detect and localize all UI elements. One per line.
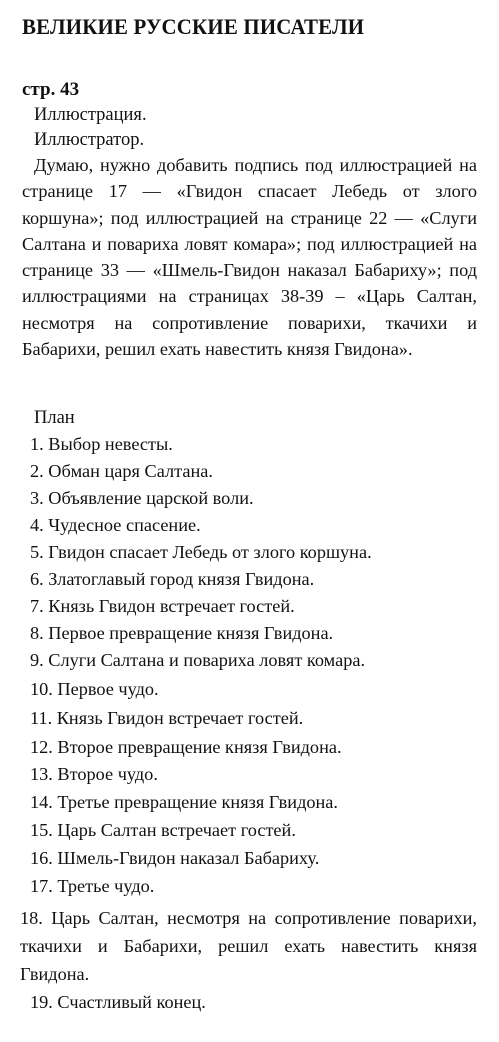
plan-item: 3. Объявление царской воли. xyxy=(30,488,254,508)
plan-item: 9. Слуги Салтана и повариха ловят комара. xyxy=(30,650,366,670)
plan-item: 1. Выбор невесты. xyxy=(30,434,173,454)
plan-item: 12. Второе превращение князя Гвидона. xyxy=(30,737,342,757)
plan-item: 2. Обман царя Салтана. xyxy=(30,461,213,481)
plan-item: 19. Счастливый конец. xyxy=(30,992,206,1012)
answer-line-illustrator: Иллюстратор. xyxy=(34,130,145,150)
plan-item: 15. Царь Салтан встречает гостей. xyxy=(30,820,296,840)
plan-item: 10. Первое чудо. xyxy=(30,679,159,699)
plan-item: 18. Царь Салтан, несмотря на сопротивление поварихи, ткачихи и Бабарихи, решил ехать навестить князя Гвидона. xyxy=(20,908,477,984)
plan-item: 13. Второе чудо. xyxy=(30,764,158,784)
page-heading: ВЕЛИКИЕ РУССКИЕ ПИСАТЕЛИ xyxy=(22,14,365,39)
plan-item: 5. Гвидон спасает Лебедь от злого коршуна. xyxy=(30,542,372,562)
plan-title: План xyxy=(34,408,75,428)
answer-line-illustration: Иллюстрация. xyxy=(34,105,147,125)
plan-item: 11. Князь Гвидон встречает гостей. xyxy=(30,708,304,728)
page-reference: стр. 43 xyxy=(22,79,80,100)
plan-item: 4. Чудесное спасение. xyxy=(30,515,201,535)
plan-item: 14. Третье превращение князя Гвидона. xyxy=(30,792,338,812)
answer-paragraph: Думаю, нужно добавить подпись под иллюстрацией на странице 17 — «Гвидон спасает Лебедь от злого коршуна»; под иллюстрацией на странице 22 — «Слуги Салтана и повариха ловят комара»; под иллюстрацией на странице 33 — «Шмель-Гвидон наказал Бабариху»; под иллюстрациями на страницах 38-39 – «Царь Салтан, несмотря на сопротивление поварихи, ткачихи и Бабарихи, решил ехать навестить князя Гвидона». xyxy=(22,155,477,360)
plan-item: 6. Златоглавый город князя Гвидона. xyxy=(30,569,315,589)
plan-item: 17. Третье чудо. xyxy=(30,876,155,896)
plan-item: 7. Князь Гвидон встречает гостей. xyxy=(30,596,295,616)
plan-item: 8. Первое превращение князя Гвидона. xyxy=(30,623,334,643)
plan-item: 16. Шмель-Гвидон наказал Бабариху. xyxy=(30,848,320,868)
